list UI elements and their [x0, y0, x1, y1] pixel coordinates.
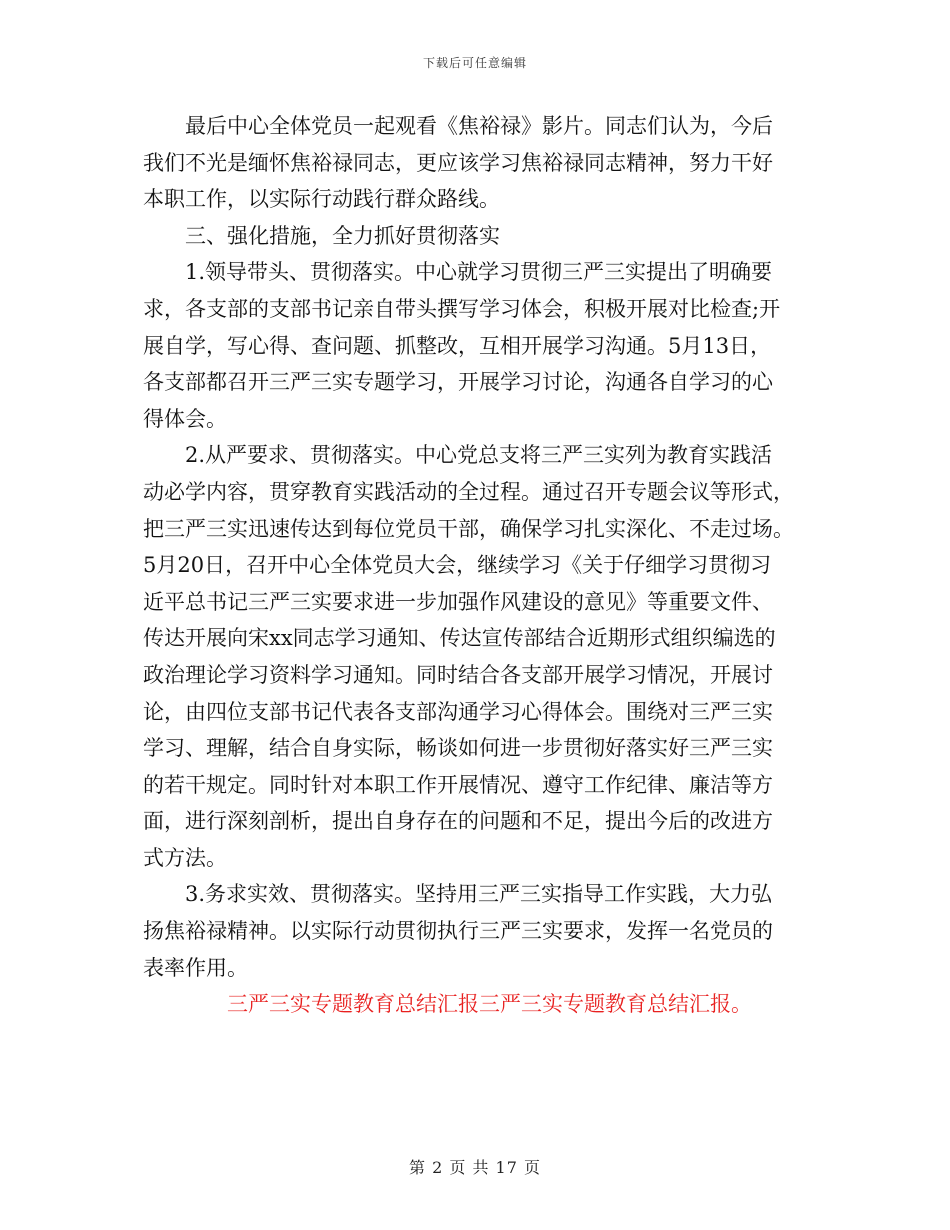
text-line: 得体会。	[143, 406, 227, 431]
text-line: 的若干规定。同时针对本职工作开展情况、遵守工作纪律、廉洁等方	[143, 772, 773, 797]
page-number: 第 2 页 共 17 页	[409, 1158, 541, 1177]
section-heading: 三、强化措施，全力抓好贯彻落实	[185, 223, 500, 248]
document-body	[143, 108, 807, 1023]
red-summary-line: 三严三实专题教育总结汇报三严三实专题教育总结汇报。	[227, 992, 752, 1017]
text-line: 我们不光是缅怀焦裕禄同志，更应该学习焦裕禄同志精神，努力干好	[143, 150, 773, 175]
text-line: 最后中心全体党员一起观看《焦裕禄》影片。同志们认为，今后	[185, 114, 773, 138]
text-line: 5月20日，召开中心全体党员大会，继续学习《关于仔细学习贯彻习	[143, 553, 772, 578]
text-line: 展自学，写心得、查问题、抓整改，互相开展学习沟通。5月13日，	[143, 333, 772, 358]
text-line: 3.务求实效、贯彻落实。坚持用三严三实指导工作实践，大力弘	[185, 882, 773, 907]
text-line: 求，各支部的支部书记亲自带头撰写学习体会，积极开展对比检查;开	[143, 296, 781, 321]
text-line: 传达开展向宋xx同志学习通知、传达宣传部结合近期形式组织编选的	[143, 626, 776, 651]
text-line: 动必学内容，贯穿教育实践活动的全过程。通过召开专题会议等形式，	[143, 479, 794, 504]
text-line: 2.从严要求、贯彻落实。中心党总支将三严三实列为教育实践活	[185, 443, 773, 468]
text-line: 面，进行深刻剖析，提出自身存在的问题和不足，提出今后的改进方	[143, 809, 773, 834]
text-line: 1.领导带头、贯彻落实。中心就学习贯彻三严三实提出了明确要	[185, 260, 773, 285]
text-line: 学习、理解，结合自身实际，畅谈如何进一步贯彻好落实好三严三实	[143, 736, 773, 761]
text-line: 政治理论学习资料学习通知。同时结合各支部开展学习情况，开展讨	[143, 662, 773, 687]
text-line: 本职工作，以实际行动践行群众路线。	[143, 187, 500, 212]
text-line: 各支部都召开三严三实专题学习，开展学习讨论，沟通各自学习的心	[143, 370, 773, 395]
text-line: 论，由四位支部书记代表各支部沟通学习心得体会。围绕对三严三实	[143, 699, 773, 724]
text-line: 式方法。	[143, 845, 227, 870]
text-line: 把三严三实迅速传达到每位党员干部，确保学习扎实深化、不走过场。	[143, 516, 794, 541]
text-line: 表率作用。	[143, 955, 248, 980]
text-line: 扬焦裕禄精神。以实际行动贯彻执行三严三实要求，发挥一名党员的	[143, 919, 773, 944]
text-line: 近平总书记三严三实要求进一步加强作风建设的意见》等重要文件、	[143, 589, 773, 614]
page-header: 下载后可任意编辑	[422, 56, 527, 70]
